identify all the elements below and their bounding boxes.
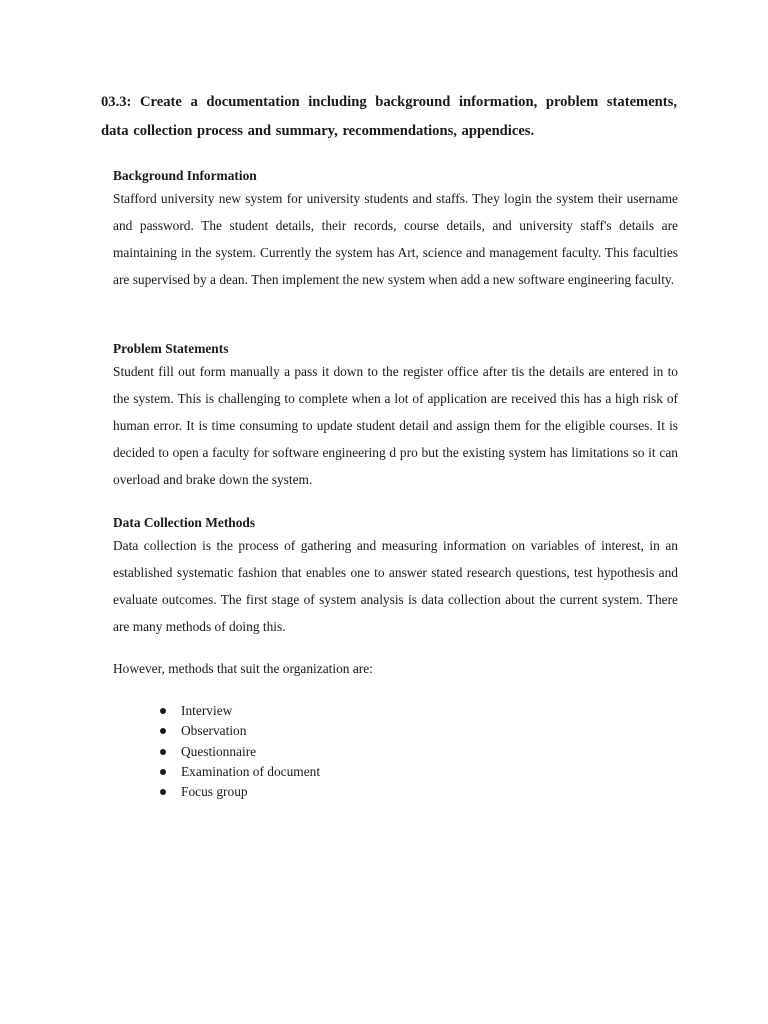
list-item — [160, 701, 320, 721]
bullet-icon — [160, 789, 166, 795]
list-item — [160, 721, 320, 741]
section-title: Problem Statements — [113, 341, 229, 356]
list-item-label: Interview — [181, 703, 233, 718]
section-body: Stafford university new system for university students and staffs. They login the system their username and password. The student details, their records, course details, and university staff's details are maintaining in the system. Currently the system has Art, science and management faculty. This faculties are supervised by a dean. Then implement the new system when add a new software engineering faculty. — [113, 191, 678, 287]
section-body: Student fill out form manually a pass it down to the register office after tis the details are entered in to the system. This is challenging to complete when a lot of application are received this has a high risk of human error. It is time consuming to update student detail and assign them for the eligible courses. It is decided to open a faculty for software engineering d pro but the existing system has limitations so it can overload and brake down the system. — [113, 364, 678, 487]
bullet-icon — [160, 708, 166, 714]
list-item-label: Questionnaire — [181, 743, 257, 759]
document-heading: 03.3: Create a documentation including background information, problem statements, data collection process and summary, recommendations, appendices. — [101, 94, 677, 139]
list-item-label: Examination of document — [181, 763, 321, 779]
section-title: Data Collection Methods — [113, 515, 256, 530]
list-item-label: Observation — [181, 723, 247, 739]
bullet-icon — [160, 749, 166, 755]
section-problem-statements — [113, 339, 678, 494]
methods-intro: However, methods that suit the organization are: — [113, 661, 373, 676]
section-data-collection-methods — [113, 513, 678, 641]
list-item-label: Focus group — [181, 784, 248, 800]
section-background-information — [113, 166, 678, 294]
list-item — [160, 782, 320, 802]
section-title: Background Information — [113, 168, 257, 183]
bullet-icon — [160, 728, 166, 734]
section-body: Data collection is the process of gathering and measuring information on variables of interest, in an established systematic fashion that enables one to answer stated research questions, test hypothesis and evaluate outcomes. The first stage of system analysis is data collection about the current system. There are many methods of doing this. — [113, 538, 678, 634]
methods-list — [160, 701, 320, 802]
list-item — [160, 742, 320, 762]
list-item — [160, 762, 320, 782]
bullet-icon — [160, 769, 166, 775]
